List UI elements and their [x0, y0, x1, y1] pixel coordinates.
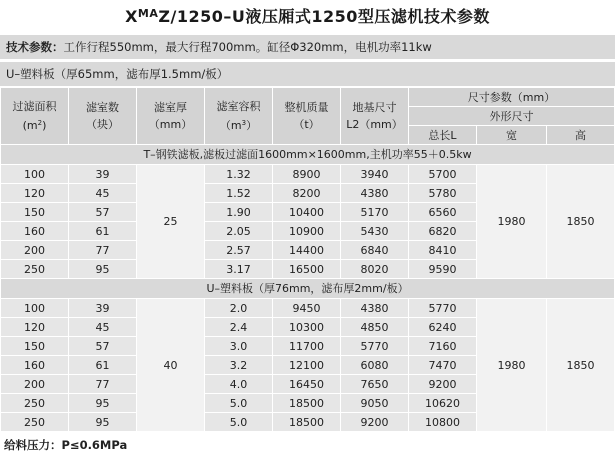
table-cell: 10800	[409, 413, 477, 432]
table-cell: 2.0	[205, 299, 273, 318]
table-cell: 11700	[273, 337, 341, 356]
table-cell: 18500	[273, 413, 341, 432]
table-cell: 250	[1, 260, 69, 279]
table-cell: 6240	[409, 318, 477, 337]
header-text: （mm）	[148, 118, 193, 131]
table-cell: 5770	[409, 299, 477, 318]
table-cell: 61	[69, 356, 137, 375]
width-cell: 1980	[477, 299, 547, 432]
header-text: 地基尺寸	[352, 101, 397, 114]
header-width: 宽	[477, 126, 547, 145]
title-a: A	[149, 7, 159, 20]
header-area	[1, 88, 69, 145]
table-cell: 8900	[273, 165, 341, 184]
table-cell: 4.0	[205, 375, 273, 394]
table-cell: 5770	[341, 337, 409, 356]
table-cell: 7160	[409, 337, 477, 356]
table-cell: 150	[1, 203, 69, 222]
table-row	[1, 165, 615, 184]
table-cell: 8200	[273, 184, 341, 203]
table-cell: 3.17	[205, 260, 273, 279]
table-cell: 150	[1, 337, 69, 356]
table-cell: 4850	[341, 318, 409, 337]
table-cell: 9450	[273, 299, 341, 318]
table-cell: 2.05	[205, 222, 273, 241]
table-cell: 16500	[273, 260, 341, 279]
table-cell: 14400	[273, 241, 341, 260]
table-cell: 100	[1, 299, 69, 318]
table-cell: 6820	[409, 222, 477, 241]
table-cell: 120	[1, 184, 69, 203]
table-cell: 200	[1, 241, 69, 260]
table-cell: 9200	[409, 375, 477, 394]
table-cell: 120	[1, 318, 69, 337]
table-cell: 4380	[341, 184, 409, 203]
table-cell: 1.52	[205, 184, 273, 203]
table-cell: 4380	[341, 299, 409, 318]
table-cell: 200	[1, 375, 69, 394]
page-title	[0, 4, 615, 27]
title-x: X	[125, 7, 138, 26]
header-text: 2	[37, 119, 43, 127]
table-cell: 16450	[273, 375, 341, 394]
table-cell: 95	[69, 413, 137, 432]
title-rest: Z/1250–U液压厢式1250型压滤机技术参数	[158, 7, 490, 26]
table-cell: 100	[1, 165, 69, 184]
tech-params-label: 技术参数：	[6, 40, 64, 54]
table-cell: 10620	[409, 394, 477, 413]
table-cell: 7470	[409, 356, 477, 375]
header-text: 滤室厚	[154, 101, 187, 114]
header-text: )	[42, 119, 47, 132]
table-cell: 61	[69, 222, 137, 241]
header-text: 滤室容积	[216, 100, 261, 113]
header-text: （块）	[86, 118, 119, 131]
table-cell: 57	[69, 337, 137, 356]
table-cell: 8020	[341, 260, 409, 279]
table-cell: 3.2	[205, 356, 273, 375]
table-cell: 10400	[273, 203, 341, 222]
table-cell: 5.0	[205, 394, 273, 413]
table-cell: 160	[1, 356, 69, 375]
header-text: ）	[246, 119, 258, 132]
table-cell: 95	[69, 394, 137, 413]
table-cell: 9590	[409, 260, 477, 279]
table-cell: 45	[69, 318, 137, 337]
header-length: 总长L	[409, 126, 477, 145]
header-height: 高	[547, 126, 615, 145]
table-cell: 10900	[273, 222, 341, 241]
table-cell: 39	[69, 165, 137, 184]
table-cell: 1.32	[205, 165, 273, 184]
table-cell: 250	[1, 394, 69, 413]
table-cell: 250	[1, 413, 69, 432]
header-text: 滤室数	[86, 101, 119, 114]
header-foundation	[341, 88, 409, 145]
header-text: L2（mm）	[346, 118, 403, 131]
table-cell: 18500	[273, 394, 341, 413]
table-cell: 5.0	[205, 413, 273, 432]
header-text: （m	[219, 119, 242, 132]
table-row	[1, 299, 615, 318]
thickness-cell: 40	[137, 299, 205, 432]
table-cell: 6080	[341, 356, 409, 375]
header-thickness	[137, 88, 205, 145]
table-cell: 5780	[409, 184, 477, 203]
table-cell: 6840	[341, 241, 409, 260]
section-steel-plate: T–钢铁滤板,滤板过滤面1600mm×1600mm,主机功率55＋0.5kw	[1, 145, 615, 165]
tech-params-text: 工作行程550mm，最大行程700mm。缸径Φ320mm，电机功率11kw	[63, 40, 432, 54]
table-cell: 3.0	[205, 337, 273, 356]
feed-pressure-note: 给料压力：P≤0.6MPa	[4, 438, 128, 452]
header-outline: 外形尺寸	[409, 107, 615, 126]
spec-table	[0, 87, 615, 432]
tech-params-bar	[0, 35, 615, 59]
header-text: 整机质量	[284, 101, 329, 114]
table-cell: 7650	[341, 375, 409, 394]
header-volume	[205, 88, 273, 145]
table-cell: 95	[69, 260, 137, 279]
header-text: 过滤面积	[12, 100, 57, 113]
table-cell: 45	[69, 184, 137, 203]
header-mass	[273, 88, 341, 145]
table-cell: 5700	[409, 165, 477, 184]
table-cell: 9200	[341, 413, 409, 432]
table-cell: 2.4	[205, 318, 273, 337]
table-cell: 6560	[409, 203, 477, 222]
table-cell: 9050	[341, 394, 409, 413]
header-dimensions: 尺寸参数（mm）	[409, 88, 615, 107]
header-count	[69, 88, 137, 145]
table-cell: 5170	[341, 203, 409, 222]
plate-type-bar	[0, 62, 615, 86]
thickness-cell: 25	[137, 165, 205, 279]
section-plastic-plate: U–塑料板（厚76mm，滤布厚2mm/板）	[1, 279, 615, 299]
table-cell: 2.57	[205, 241, 273, 260]
table-cell: 77	[69, 241, 137, 260]
plate-type-text: U–塑料板（厚65mm，滤布厚1.5mm/板）	[6, 67, 229, 81]
header-text: (m	[22, 119, 38, 132]
height-cell: 1850	[547, 299, 615, 432]
table-cell: 10300	[273, 318, 341, 337]
title-sup: M	[137, 7, 150, 20]
table-cell: 12100	[273, 356, 341, 375]
table-cell: 8410	[409, 241, 477, 260]
table-cell: 5430	[341, 222, 409, 241]
table-cell: 77	[69, 375, 137, 394]
table-cell: 160	[1, 222, 69, 241]
header-text: （t）	[293, 118, 320, 131]
height-cell: 1850	[547, 165, 615, 279]
table-cell: 1.90	[205, 203, 273, 222]
header-text: 3	[241, 119, 247, 127]
table-cell: 3940	[341, 165, 409, 184]
table-cell: 57	[69, 203, 137, 222]
width-cell: 1980	[477, 165, 547, 279]
table-cell: 39	[69, 299, 137, 318]
